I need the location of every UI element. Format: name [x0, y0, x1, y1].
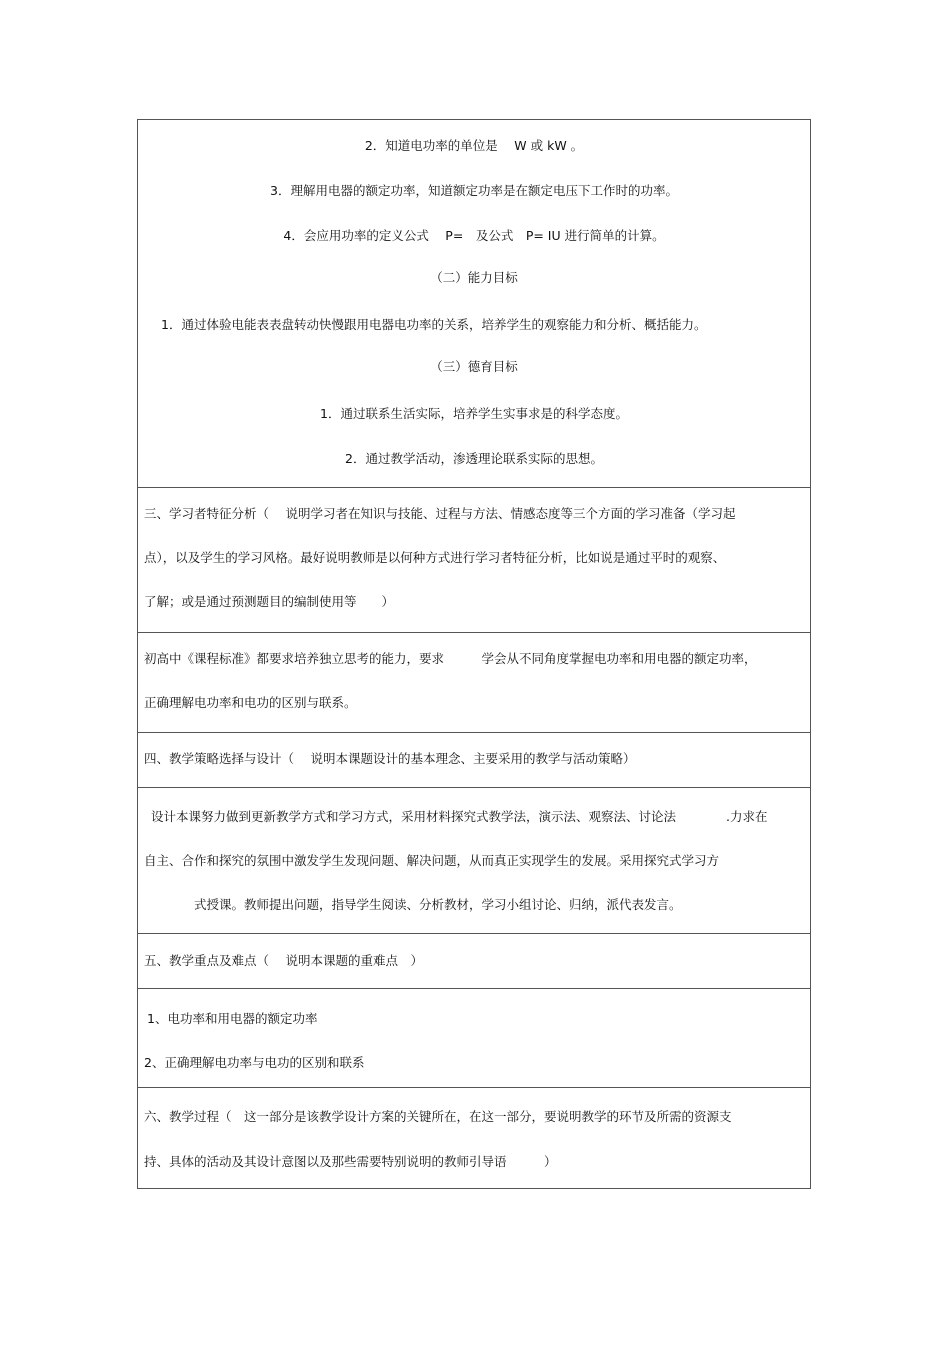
- table-divider: [137, 1087, 811, 1088]
- ability-item: 1．通过体验电能表表盘转动快慢跟用电器电功率的关系，培养学生的观察能力和分析、概括能力。: [161, 317, 707, 332]
- table-divider: [137, 487, 811, 488]
- section6-heading-line: 持、具体的活动及其设计意图以及那些需要特别说明的教师引导语 ）: [144, 1154, 557, 1169]
- section3-heading-line: 点），以及学生的学习风格。最好说明教师是以何种方式进行学习者特征分析，比如说是通过平时的观察、: [144, 550, 726, 565]
- table-divider: [137, 787, 811, 788]
- knowledge-item: 2．知道电功率的单位是 W 或 kW 。: [364, 138, 584, 153]
- section5-content-line: 1、电功率和用电器的额定功率: [147, 1011, 318, 1026]
- table-divider: [137, 988, 811, 989]
- table-divider: [137, 732, 811, 733]
- section4-content-line: 自主、合作和探究的氛围中激发学生发现问题、解决问题，从而真正实现学生的发展。采用探究式学习方: [144, 853, 720, 868]
- section4-content-line: 式授课。教师提出问题，指导学生阅读、分析教材，学习小组讨论、归纳，派代表发言。: [194, 897, 682, 912]
- section3-content-line: 正确理解电功率和电功的区别与联系。: [144, 695, 357, 710]
- moral-item: 2．通过教学活动，渗透理论联系实际的思想。: [345, 451, 603, 466]
- section3-heading-line: 了解；或是通过预测题目的编制使用等 ）: [144, 594, 395, 609]
- section5-content-line: 2、正确理解电功率与电功的区别和联系: [144, 1055, 365, 1070]
- section3-content-line: 初高中《课程标准》都要求培养独立思考的能力，要求 学会从不同角度掌握电功率和用电器的额定功率，: [144, 651, 757, 666]
- knowledge-item: 3．理解用电器的额定功率，知道额定功率是在额定电压下工作时的功率。: [270, 183, 678, 198]
- table-divider: [137, 632, 811, 633]
- table-divider: [137, 933, 811, 934]
- knowledge-item: 4．会应用功率的定义公式 P= 及公式 P= IU 进行简单的计算。: [283, 228, 665, 243]
- section4-heading: 四、教学策略选择与设计（ 说明本课题设计的基本理念、主要采用的教学与活动策略）: [144, 751, 636, 766]
- moral-heading: （三）德育目标: [430, 359, 518, 374]
- section5-heading: 五、教学重点及难点（ 说明本课题的重难点 ）: [144, 953, 423, 968]
- ability-heading: （二）能力目标: [430, 270, 518, 285]
- moral-item: 1．通过联系生活实际，培养学生实事求是的科学态度。: [320, 406, 628, 421]
- section4-content-line: 设计本课努力做到更新教学方式和学习方式，采用材料探究式教学法，演示法、观察法、讨论法 .力求在: [151, 809, 768, 824]
- section3-heading-line: 三、学习者特征分析（ 说明学习者在知识与技能、过程与方法、情感态度等三个方面的学习准备（学习起: [144, 506, 736, 521]
- section6-heading-line: 六、教学过程（ 这一部分是该教学设计方案的关键所在，在这一部分，要说明教学的环节及所需的资源支: [144, 1109, 732, 1124]
